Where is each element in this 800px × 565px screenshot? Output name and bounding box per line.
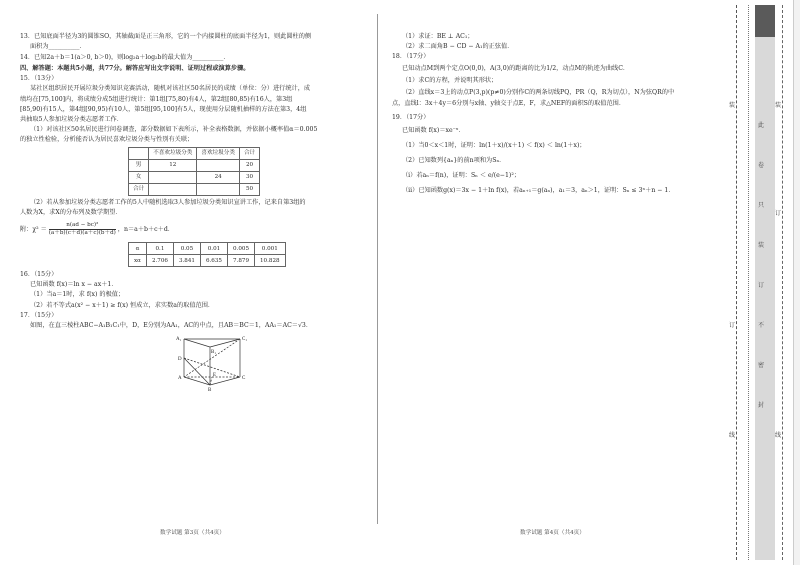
band-char: 卷	[758, 162, 765, 169]
question-13-line2: 面积为__________．	[30, 43, 86, 51]
prism-figure	[170, 333, 260, 391]
question-19-part1: （1）当0＜x＜1时，证明：ln(1＋x)/(x＋1) ＜ f(x) ＜ ln(1＋x)；	[402, 141, 586, 149]
question-13-line1: 13．已知底面半径为3的圆锥SO，其轴截面是正三角形，它的一个内接圆柱的底面半径为1，则此圆柱的侧	[20, 33, 312, 40]
table-cell: 合计	[129, 184, 149, 196]
question-18-part1: （1）求C的方程，并说明其形状；	[402, 77, 498, 85]
question-15-part1-line1: （1）对该社区50名居民进行问卷调查，部分数据如下表所示，补全表格数据，并依据小概率值α＝0.005	[30, 125, 318, 133]
band-char: 不	[758, 322, 765, 329]
table-cell: 20	[239, 160, 259, 172]
question-15-line1: 某社区组织居民开展垃圾分类知识竞赛活动，随机对该社区50名居民的成绩（单位：分）进行统计，成	[30, 85, 311, 93]
right-dashed-line	[782, 5, 783, 560]
table-cell: 3.841	[173, 255, 200, 267]
page-edge	[793, 0, 800, 565]
question-17-part2: （2）求二面角B − CD − A₁的正弦值．	[402, 43, 514, 51]
page-footer-left: 数学试题 第3页（共4页）	[160, 530, 225, 536]
table-cell: 6.635	[200, 255, 227, 267]
outer-dashed-line	[736, 5, 737, 560]
question-17-line1: 如图，在直三棱柱ABC−A₁B₁C₁中，D，E分别为AA₁，AC的中点，且AB＝BC＝1，AA₁＝AC＝√3．	[30, 321, 313, 329]
left-column	[20, 32, 368, 395]
table-cell: 男	[129, 160, 149, 172]
table-cell: 0.05	[173, 243, 200, 255]
seal-label-inner: 装	[775, 102, 782, 109]
table-header-row	[129, 148, 260, 160]
fig-label-b: B	[208, 387, 212, 391]
table-cell: 24	[197, 172, 240, 184]
question-18-part2-line2: 点，直线l：3x＋4y＝6分别与x轴、y轴交于点E，F，求△NEF的面积S的取值范围．	[392, 99, 626, 107]
seal-label-inner: 订	[775, 210, 782, 217]
table-cell: 30	[239, 172, 259, 184]
table-cell	[149, 172, 197, 184]
table-cell: 0.1	[146, 243, 173, 255]
band-char: 订	[758, 282, 765, 289]
right-column	[392, 32, 718, 196]
question-15-part1-line2: 的独立性检验，分析能否认为居民喜欢垃圾分类与性别有关联；	[20, 135, 194, 143]
table-cell: 10.828	[255, 255, 286, 267]
fig-label-d: D	[178, 356, 182, 362]
table-row	[129, 172, 260, 184]
table-cell	[197, 184, 240, 196]
question-17-heading: 17．（15分）	[20, 311, 58, 319]
table-cell: 0.001	[255, 243, 286, 255]
table-cell: 合计	[239, 148, 259, 160]
formula-prefix: 附：χ² ＝	[20, 226, 47, 234]
question-15-line3: [85,90)有15人，第4组[90,95)有10人，第5组[95,100]有5人，现使用分层随机抽样的方法在第3，4组	[20, 105, 307, 113]
fig-label-a1: A₁	[176, 336, 182, 342]
question-15-part2-line1: （2）若从参加垃圾分类志愿者工作的5人中随机选取3人参加垃圾分类知识宣讲工作，记来自第3组的	[30, 199, 306, 207]
seal-band-top	[755, 5, 775, 37]
seal-label-outer: 装	[729, 102, 736, 109]
formula-denominator: (a＋b)(c＋d)(a＋c)(b＋d)	[48, 230, 116, 237]
table-row	[129, 243, 286, 255]
question-16-part1: （1）当a＝1时，求 f(x) 的极值；	[30, 291, 125, 299]
question-16-heading: 16．（15分）	[20, 271, 58, 279]
formula-numerator: n(ad − bc)²	[49, 222, 116, 230]
question-19-part2-i: （i）若aₙ＝f(n)，证明：Sₙ ＜ e/(e−1)²；	[402, 172, 521, 180]
formula-suffix: ，n＝a＋b＋c＋d．	[117, 226, 174, 234]
table-cell	[149, 184, 197, 196]
question-15-line4: 共抽取5人参加垃圾分类志愿者工作．	[20, 115, 123, 123]
chi-square-formula	[20, 221, 368, 239]
formula-fraction	[49, 222, 116, 237]
table-cell: 7.879	[227, 255, 254, 267]
question-19-part2: （2）已知数列{aₙ}的前n项和为Sₙ．	[402, 156, 506, 164]
table-cell	[129, 148, 149, 160]
critical-value-table	[128, 242, 286, 267]
fig-label-a: A	[178, 375, 182, 381]
table-row	[129, 184, 260, 196]
table-cell: α	[129, 243, 147, 255]
question-19-part2-ii: （ii）已知函数g(x)＝3x − 1＋ln f(x)，若aₙ₊₁＝g(aₙ)，a₁＝3，aₙ＞1，证明：Sₙ ≤ 3ⁿ＋n − 1．	[402, 187, 675, 195]
table-cell: 0.005	[227, 243, 254, 255]
question-18-line1: 已知动点M到两个定点O(0,0)，A(3,0)的距离的比为1/2，动点M的轨迹为曲线C．	[402, 65, 630, 73]
seal-label-outer: 订	[729, 322, 736, 329]
table-row	[129, 160, 260, 172]
inner-dotted-line	[748, 5, 749, 560]
table-cell	[197, 160, 240, 172]
question-18-part2-line1: （2）直线x＝3上的动点P(3,p)(p≠0)分别作C的两条切线PQ，PR（Q，R为切点），N为弦QR的中	[402, 89, 675, 97]
band-char: 封	[758, 402, 765, 409]
table-cell: 女	[129, 172, 149, 184]
section-4-heading: 四、解答题：本题共5小题，共77分。解答应写出文字说明、证明过程或演算步骤。	[20, 65, 250, 73]
band-char: 装	[758, 242, 765, 249]
fig-label-b1: B₁	[211, 349, 217, 355]
table-row	[129, 255, 286, 267]
fig-label-c1: C₁	[242, 336, 248, 342]
question-15-part2-line2: 人数为X，求X的分布列及数学期望．	[20, 209, 122, 217]
seal-label-inner: 线	[775, 432, 782, 439]
page-footer-right: 数学试题 第4页（共4页）	[520, 530, 585, 536]
table-cell: 2.706	[146, 255, 173, 267]
question-15-heading: 15．（13分）	[20, 75, 58, 83]
fig-label-c: C	[242, 375, 246, 381]
table-cell: 50	[239, 184, 259, 196]
question-14: 14．已知2a＋b＝1(a＞0, b＞0)，则log₂a＋log₂b的最大值为__________．	[20, 54, 230, 62]
table-cell: 不喜欢垃圾分类	[149, 148, 197, 160]
table-cell: 喜欢垃圾分类	[197, 148, 240, 160]
seal-label-outer: 线	[729, 432, 736, 439]
table-cell: xα	[129, 255, 147, 267]
question-15-line2: 绩均在[75,100]内，将成绩分成5组进行统计：第1组[75,80)有4人，第2组[80,85)有16人，第3组	[20, 95, 293, 103]
question-16-line1: 已知函数 f(x)＝ln x − ax＋1．	[30, 281, 118, 289]
table-cell: 12	[149, 160, 197, 172]
band-char: 密	[758, 362, 765, 369]
question-17-part1: （1）求证：BE ⊥ AC₁；	[402, 33, 474, 40]
band-char: 此	[758, 122, 765, 129]
band-char: 只	[758, 202, 765, 209]
question-16-part2: （2）若不等式a(x² − x＋1) ≥ f(x) 恒成立，求实数a的取值范围．	[30, 301, 215, 309]
fig-label-e: E	[213, 372, 217, 378]
contingency-table	[128, 147, 260, 196]
question-18-heading: 18．（17分）	[392, 53, 430, 61]
question-19-heading: 19．（17分）	[392, 113, 430, 121]
table-cell: 0.01	[200, 243, 227, 255]
question-19-line1: 已知函数 f(x)＝xe⁻ˣ．	[402, 126, 465, 134]
column-divider	[377, 14, 378, 524]
